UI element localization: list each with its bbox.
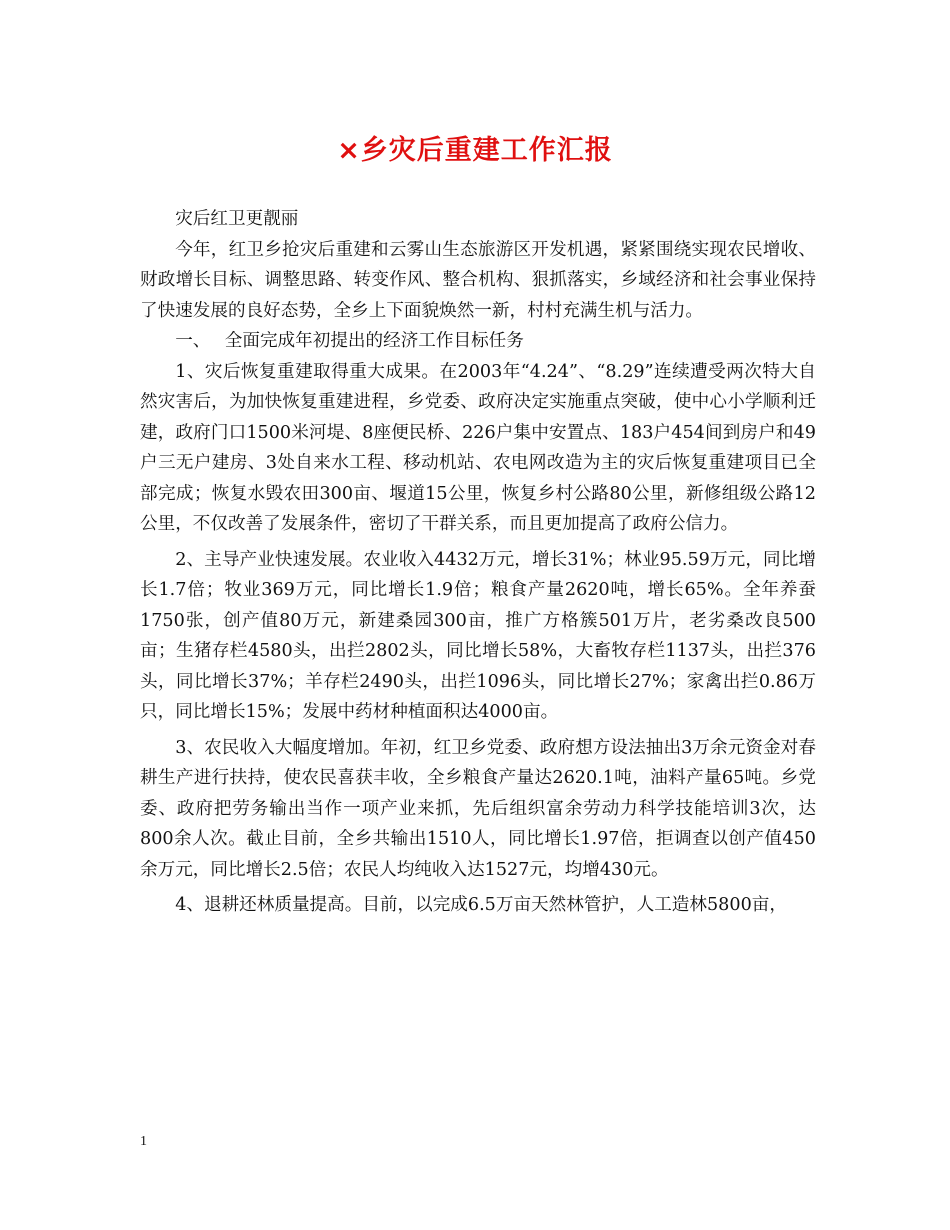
page-number: 1 — [140, 1134, 147, 1149]
document-body — [140, 204, 816, 921]
section-heading-1: 一、 全面完成年初提出的经济工作目标任务 — [175, 331, 524, 351]
paragraph-item-2: 2、主导产业快速发展。农业收入4432万元，增长31%；林业95.59万元，同比增长1.7倍；牧业369万元，同比增长1.9倍；粮食产量2620吨，增长65%。全年养蚕1750张，创产值80万元，新建桑园300亩，推广方格簇501万片，老劣桑改良500亩；生猪存栏4580头，出拦2802头，同比增长58%，大畜牧存栏1137头，出拦376头，同比增长37%；羊存栏2490头，出拦1096头，同比增长27%；家禽出拦0.86万只，同比增长15%；发展中药材种植面积达4000亩。 — [140, 549, 816, 722]
paragraph-item-3: 3、农民收入大幅度增加。年初，红卫乡党委、政府想方设法抽出3万余元资金对春耕生产进行扶持，使农民喜获丰收，全乡粮食产量达2620.1吨，油料产量65吨。乡党委、政府把劳务输出当作一项产业来抓，先后组织富余劳动力科学技能培训3次，达800余人次。截止目前，全乡共输出1510人，同比增长1.97倍，拒调查以创产值450余万元，同比增长2.5倍；农民人均纯收入达1527元，均增430元。 — [140, 737, 816, 880]
paragraph-intro: 今年，红卫乡抢灾后重建和云雾山生态旅游区开发机遇，紧紧围绕实现农民增收、财政增长目标、调整思路、转变作风、整合机构、狠抓落实，乡域经济和社会事业保持了快速发展的良好态势，全乡上下面貌焕然一新，村村充满生机与活力。 — [140, 239, 816, 321]
paragraph-subtitle: 灾后红卫更靓丽 — [175, 209, 299, 229]
paragraph-item-4: 4、退耕还林质量提高。目前，以完成6.5万亩天然林管护，人工造林5800亩， — [175, 895, 787, 915]
paragraph-item-1: 1、灾后恢复重建取得重大成果。在2003年“4.24”、“8.29”连续遭受两次特大自然灾害后，为加快恢复重建进程，乡党委、政府决定实施重点突破，使中心小学顺利迁建，政府门口1500米河堤、8座便民桥、226户集中安置点、183户454间到房户和49户三无户建房、3处自来水工程、移动机站、农电网改造为主的灾后恢复重建项目已全部完成；恢复水毁农田300亩、堰道15公里，恢复乡村公路80公里，新修组级公路12公里，不仅改善了发展条件，密切了干群关系，而且更加提高了政府公信力。 — [140, 361, 816, 534]
document-title: ×乡灾后重建工作汇报 — [337, 135, 613, 166]
